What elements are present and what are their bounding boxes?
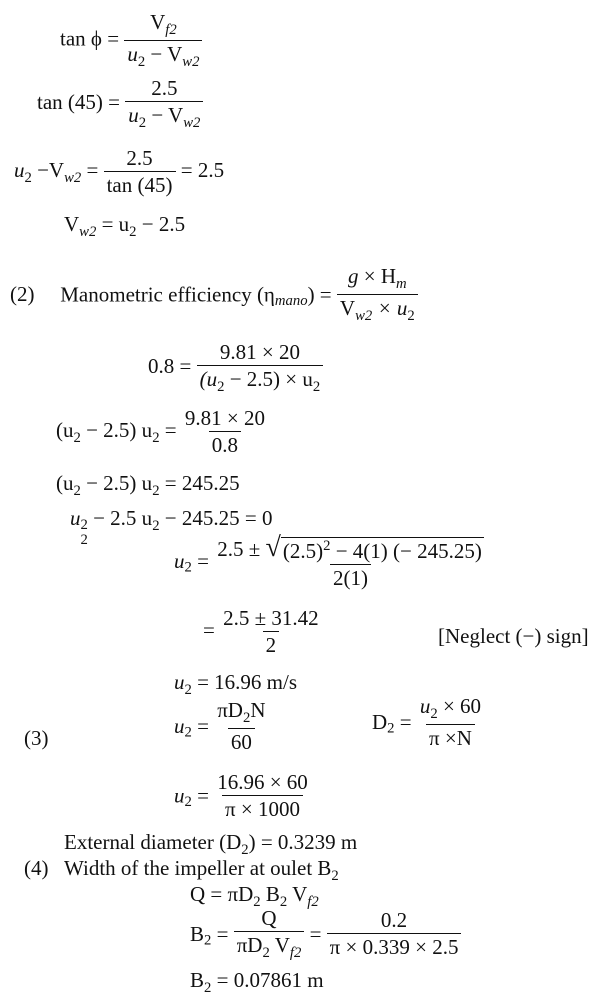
den: u xyxy=(127,41,138,66)
eq-rhs-b: − 2.5 xyxy=(136,212,186,236)
term-b: − 2.5 u xyxy=(87,506,153,530)
eq-lhs: tan ϕ = xyxy=(60,26,120,51)
den: tan (45) xyxy=(104,171,176,196)
num-b: × H xyxy=(358,264,397,288)
sub: 2 xyxy=(262,945,270,962)
eq-rhs: = 16.96 m/s xyxy=(197,670,298,694)
den: 60 xyxy=(228,728,255,753)
num: 9.81 × 20 xyxy=(219,340,300,364)
eq-rhs: = 2.5 xyxy=(180,157,225,182)
equals: = xyxy=(197,713,209,738)
sub: 2 xyxy=(430,706,438,723)
eq-lhs: u xyxy=(174,713,185,738)
eq-discharge xyxy=(190,884,319,910)
num: 2.5 ± xyxy=(217,537,261,561)
eq-lhs: u xyxy=(174,670,185,694)
fraction xyxy=(327,910,462,958)
den-op: − V xyxy=(146,103,184,127)
sub: 2 xyxy=(407,307,415,324)
sub: 2 xyxy=(184,724,192,741)
equals: = xyxy=(197,783,209,808)
eq-lhs: B xyxy=(190,968,205,992)
rad-b: − 4(1) (− 245.25) xyxy=(330,539,482,563)
sub: 2 xyxy=(387,720,395,737)
fraction xyxy=(417,696,484,749)
sub: f2 xyxy=(165,22,177,39)
sub: mano xyxy=(274,292,308,309)
num: 2.5 xyxy=(151,76,178,100)
fraction xyxy=(182,408,268,456)
equals: = xyxy=(164,417,177,442)
num: u xyxy=(419,694,431,718)
sub: 2 xyxy=(152,429,160,446)
equals: = xyxy=(399,709,412,734)
sub: m xyxy=(396,276,407,293)
sub: 2 xyxy=(152,483,160,500)
num: 9.81 × 20 xyxy=(184,406,265,430)
sub: 2 xyxy=(312,379,321,396)
sub: 2 xyxy=(217,379,225,396)
fraction xyxy=(214,534,487,589)
eq-rhs: = u xyxy=(101,212,130,236)
step-label: (4) xyxy=(24,856,49,880)
eq-plus-minus xyxy=(203,608,322,656)
sub: 2 xyxy=(242,710,251,727)
eq-lhs: tan (45) = xyxy=(37,90,120,115)
eq-u2-piDN xyxy=(174,700,268,753)
sub: 2 xyxy=(204,980,212,997)
sub: w2 xyxy=(182,53,200,70)
sub: w2 xyxy=(183,115,201,132)
equals: = xyxy=(309,921,322,946)
step-label: (2) xyxy=(10,282,35,307)
eq-b2-formula xyxy=(190,908,461,961)
sub: 2 xyxy=(24,169,32,186)
den-b: V xyxy=(269,933,290,957)
equals: = xyxy=(203,617,215,642)
num: 2.5 xyxy=(126,146,153,170)
sub: 2 xyxy=(184,682,192,699)
sup: 2 xyxy=(80,517,88,534)
fraction xyxy=(337,266,418,324)
sub: w2 xyxy=(355,307,373,324)
sub: f2 xyxy=(289,945,302,962)
sub: f2 xyxy=(307,894,319,911)
sub: 2 xyxy=(137,53,146,70)
eq-245.25 xyxy=(56,473,240,499)
num: Q xyxy=(261,906,277,930)
num-b: × 60 xyxy=(437,694,482,718)
term: Q = πD xyxy=(190,882,254,906)
den: 2 xyxy=(263,631,280,656)
sub: 2 xyxy=(129,224,137,241)
num: 16.96 × 60 xyxy=(217,770,308,794)
num-end: N xyxy=(250,698,266,722)
sub: 2 xyxy=(73,429,81,446)
den: u xyxy=(128,103,139,127)
sub: 2 xyxy=(184,793,192,810)
eq-u2-numeric xyxy=(174,772,311,820)
sub: 2 xyxy=(331,868,339,885)
sup: 2 xyxy=(323,537,331,554)
sub: 2 xyxy=(152,518,160,535)
eq-lhs: V xyxy=(64,212,80,236)
den-b: − 2.5) × u xyxy=(224,367,313,391)
step-text: Manometric efficiency (η xyxy=(60,282,275,307)
fraction xyxy=(124,12,202,70)
sub: 2 xyxy=(80,532,88,549)
eq-rhs: = 245.25 xyxy=(164,471,240,495)
den: 2(1) xyxy=(330,564,371,589)
sub: 2 xyxy=(204,932,212,949)
num: 2.5 ± 31.42 xyxy=(223,606,319,630)
eq-u2-minus-vw2 xyxy=(14,148,224,196)
num: πD xyxy=(217,698,243,722)
sub: 2 xyxy=(138,115,147,132)
text: External diameter (D xyxy=(64,830,242,854)
radical-icon: √ xyxy=(265,532,281,563)
eq-b2-value xyxy=(190,970,324,996)
step-4-width xyxy=(24,858,339,884)
eq-tan-phi xyxy=(60,12,202,70)
term-b: B xyxy=(260,882,280,906)
eq-lhs-b: − 2.5) u xyxy=(80,471,153,495)
den: V xyxy=(339,295,356,320)
eq-root-formula xyxy=(174,534,487,589)
eq-lhs: B xyxy=(190,921,205,946)
eq-lhs: (u xyxy=(56,417,74,442)
sub: w2 xyxy=(79,224,97,241)
term-c: − 245.25 = 0 xyxy=(159,506,273,530)
equals: = xyxy=(216,921,229,946)
den: πD xyxy=(236,933,263,957)
fraction xyxy=(104,148,176,196)
eq-rhs: = 0.07861 m xyxy=(216,968,324,992)
sub: 2 xyxy=(73,483,81,500)
fraction xyxy=(125,78,203,131)
fraction xyxy=(220,608,322,656)
den: π × 1000 xyxy=(222,795,303,820)
eq-lhs: (u xyxy=(56,471,74,495)
step-2-manometric xyxy=(10,266,418,324)
eq-lhs: u xyxy=(174,549,185,573)
eq-d2-formula xyxy=(372,696,484,749)
op: −V xyxy=(31,157,65,182)
fraction xyxy=(234,908,305,961)
sub: 2 xyxy=(184,559,192,576)
den: π ×N xyxy=(426,724,475,749)
sub: 2 xyxy=(253,894,261,911)
step-3-label: (3) xyxy=(24,726,49,750)
eq-lhs: D xyxy=(372,709,388,734)
num: 0.2 xyxy=(380,908,408,933)
eq-lhs-b: − 2.5) u xyxy=(80,417,153,442)
external-diameter xyxy=(64,832,357,858)
term-c: V xyxy=(287,882,308,906)
equals: = xyxy=(197,549,209,573)
sub: 2 xyxy=(241,842,249,859)
text-end: ) = 0.3239 m xyxy=(248,830,358,854)
equals: = xyxy=(86,157,99,182)
step-text: Width of the impeller at oulet B xyxy=(64,856,332,880)
den: 0.8 xyxy=(209,431,241,456)
eq-u2-value xyxy=(174,672,297,698)
eq-0.8 xyxy=(148,342,323,395)
num: V xyxy=(150,10,166,34)
eq-lhs: 0.8 = xyxy=(148,354,192,379)
eq-tan-45 xyxy=(37,78,203,131)
sub: 2 xyxy=(279,894,288,911)
fraction xyxy=(214,700,268,753)
den-op: − V xyxy=(145,41,183,66)
den: (u xyxy=(199,367,218,391)
sqrt xyxy=(265,534,483,562)
step-text-end: ) = xyxy=(307,282,332,307)
fraction xyxy=(214,772,311,820)
den: π × 0.339 × 2.5 xyxy=(327,933,462,958)
num: g xyxy=(348,264,359,288)
neglect-note: [Neglect (−) sign] xyxy=(438,624,589,648)
sub: w2 xyxy=(64,169,82,186)
term: u xyxy=(70,506,81,530)
eq-lhs: u xyxy=(174,783,185,808)
rad-a: (2.5) xyxy=(282,539,324,563)
den-b: × u xyxy=(372,295,408,320)
fraction xyxy=(197,342,324,395)
eq-u2-product xyxy=(56,408,268,456)
eq-lhs: u xyxy=(14,157,25,182)
eq-vw2 xyxy=(64,214,185,240)
